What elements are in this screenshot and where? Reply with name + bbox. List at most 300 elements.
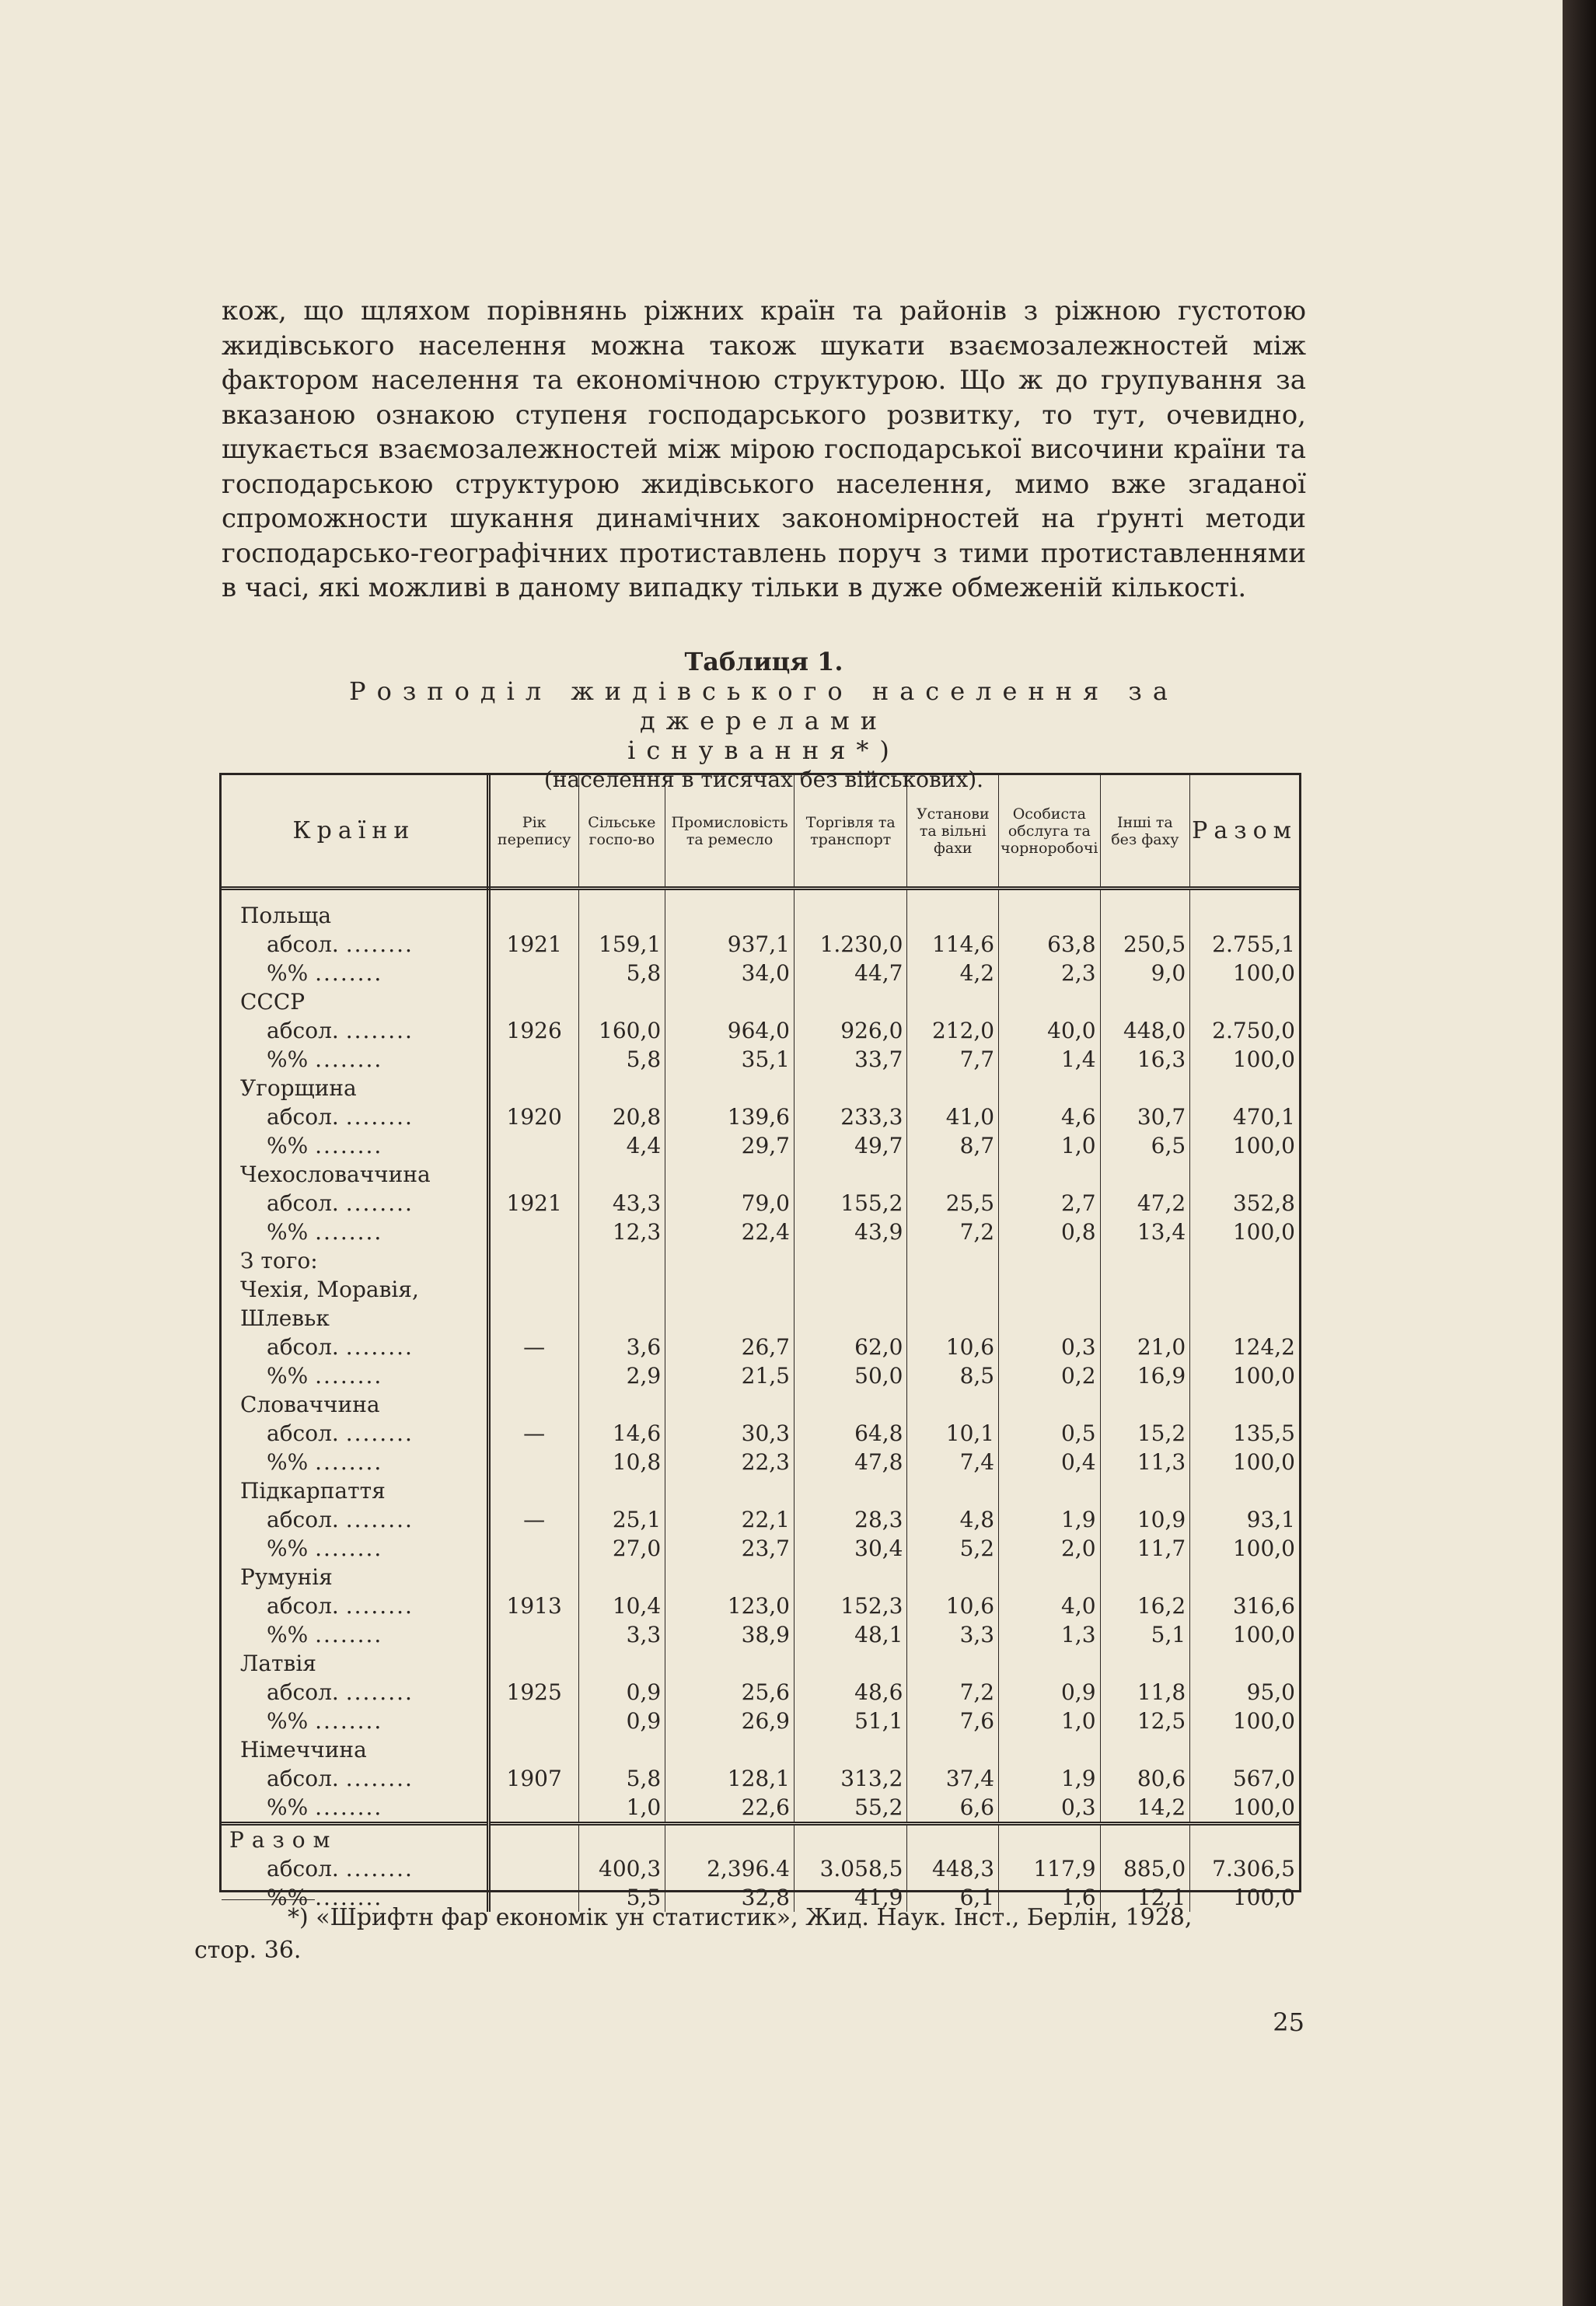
table-subtitle: (населення в тисячах без військових). — [543, 767, 984, 792]
value-cell: 22,6 — [665, 1793, 795, 1824]
census-year — [488, 1448, 578, 1476]
value-cell: 27,0 — [578, 1534, 665, 1563]
pct-label-text: %% — [267, 960, 309, 986]
value-cell: 1,0 — [999, 1707, 1100, 1735]
leader-dots: ........ — [315, 960, 383, 986]
group-label-row — [222, 1824, 1299, 1855]
value-cell: 38,9 — [665, 1620, 795, 1649]
empty-cell — [1190, 1246, 1299, 1275]
value-cell: 233,3 — [794, 1102, 907, 1131]
value-cell: 0,9 — [578, 1707, 665, 1735]
value-cell: 48,1 — [794, 1620, 907, 1649]
census-year — [488, 1218, 578, 1246]
table-row — [222, 1707, 1299, 1735]
empty-cell — [907, 1160, 999, 1189]
value-cell: 470,1 — [1232, 1104, 1295, 1130]
value-cell: 1.230,0 — [794, 930, 907, 959]
pct-label-text: %% — [267, 1449, 309, 1475]
value-cell: 12,3 — [578, 1218, 665, 1246]
empty-cell — [1100, 1246, 1190, 1275]
abs-label — [222, 1678, 488, 1707]
empty-cell — [488, 1074, 578, 1102]
value-cell: 28,3 — [794, 1505, 907, 1534]
empty-cell — [488, 1160, 578, 1189]
leader-dots: ........ — [315, 1708, 383, 1734]
empty-cell — [999, 889, 1100, 931]
empty-cell — [1190, 1390, 1299, 1419]
leader-dots: ........ — [345, 1856, 414, 1881]
value-cell: 100,0 — [1232, 1219, 1295, 1245]
empty-cell — [665, 1074, 795, 1102]
value-cell: 2,0 — [999, 1534, 1100, 1563]
pct-label — [222, 1793, 488, 1824]
pct-label — [222, 1131, 488, 1160]
value-cell: 26,7 — [665, 1333, 795, 1361]
table-title-line-1: Розподіл жидівського населення за джерелами — [349, 676, 1179, 735]
value-cell: 0,2 — [999, 1361, 1100, 1390]
empty-cell — [1190, 1824, 1299, 1855]
empty-cell — [794, 1824, 907, 1855]
value-cell: 926,0 — [794, 1016, 907, 1045]
empty-cell — [1100, 1304, 1190, 1333]
empty-cell — [1190, 1563, 1299, 1591]
empty-cell — [907, 1476, 999, 1505]
value-cell: 3,6 — [578, 1333, 665, 1361]
value-cell: 6,5 — [1100, 1131, 1190, 1160]
leader-dots: ........ — [315, 1133, 383, 1158]
empty-cell — [1100, 1160, 1190, 1189]
empty-cell — [488, 1649, 578, 1678]
value-cell: 22,1 — [665, 1505, 795, 1534]
table-row — [222, 1419, 1299, 1448]
value-cell: 37,4 — [907, 1764, 999, 1793]
value-cell: 2,7 — [999, 1189, 1100, 1218]
body-text — [222, 294, 1306, 606]
leader-dots: ........ — [315, 1622, 383, 1647]
value-cell: 885,0 — [1100, 1854, 1190, 1883]
pct-label-text: %% — [267, 1622, 309, 1647]
table-row — [222, 1102, 1299, 1131]
value-cell: 6,1 — [907, 1883, 999, 1912]
abs-label — [222, 1102, 488, 1131]
value-cell: 12,1 — [1100, 1883, 1190, 1912]
country-label: Чехія, Моравія, — [222, 1275, 488, 1304]
pct-label — [222, 1361, 488, 1390]
census-year — [488, 1793, 578, 1824]
leader-dots: ........ — [345, 1104, 414, 1130]
table-row — [222, 1361, 1299, 1390]
value-cell: 25,6 — [665, 1678, 795, 1707]
value-cell: 152,3 — [794, 1591, 907, 1620]
table-row — [222, 1793, 1299, 1824]
value-cell: 100,0 — [1232, 1536, 1295, 1561]
census-year — [488, 1620, 578, 1649]
footnote-line-1: *) «Шрифтн фар економік ун статистик», Жид. Наук. Інст., Берлін, 1928, — [288, 1904, 1193, 1931]
country-label: З того: — [222, 1246, 488, 1275]
empty-cell — [1100, 987, 1190, 1016]
leader-dots: ........ — [345, 1190, 414, 1216]
value-cell: 6,6 — [907, 1793, 999, 1824]
leader-dots: ........ — [315, 1363, 383, 1389]
pct-label — [222, 1534, 488, 1563]
table-row — [222, 1854, 1299, 1883]
abs-label — [222, 1764, 488, 1793]
pct-label — [222, 1045, 488, 1074]
value-cell: 29,7 — [665, 1131, 795, 1160]
empty-cell — [665, 1275, 795, 1304]
leader-dots: ........ — [345, 1766, 414, 1791]
pct-label-text: %% — [267, 1536, 309, 1561]
empty-cell — [907, 1649, 999, 1678]
empty-cell — [999, 1824, 1100, 1855]
value-cell: 47,2 — [1100, 1189, 1190, 1218]
pct-label-text: %% — [267, 1363, 309, 1389]
table-row — [222, 1678, 1299, 1707]
empty-cell — [1100, 1390, 1190, 1419]
value-cell: 3,3 — [578, 1620, 665, 1649]
group-label-row — [222, 889, 1299, 931]
value-cell: 64,8 — [794, 1419, 907, 1448]
table-number: Таблиця 1. — [684, 647, 843, 676]
value-cell: 313,2 — [794, 1764, 907, 1793]
group-label-row — [222, 1390, 1299, 1419]
value-cell: 100,0 — [1232, 1622, 1295, 1647]
value-cell: 2,3 — [999, 959, 1100, 987]
empty-cell — [907, 1563, 999, 1591]
pct-label — [222, 1218, 488, 1246]
header-free-professions: Установи та вільні фахи — [907, 775, 999, 889]
empty-cell — [999, 1160, 1100, 1189]
empty-cell — [488, 1246, 578, 1275]
empty-cell — [1100, 1649, 1190, 1678]
empty-cell — [578, 1649, 665, 1678]
value-cell: 11,8 — [1100, 1678, 1190, 1707]
value-cell: 41,0 — [907, 1102, 999, 1131]
empty-cell — [665, 1304, 795, 1333]
empty-cell — [999, 1275, 1100, 1304]
empty-cell — [794, 1735, 907, 1764]
value-cell: 43,9 — [794, 1218, 907, 1246]
value-cell: 1,9 — [999, 1505, 1100, 1534]
empty-cell — [1100, 889, 1190, 931]
value-cell: 114,6 — [907, 930, 999, 959]
value-cell: 47,8 — [794, 1448, 907, 1476]
census-year — [488, 959, 578, 987]
empty-cell — [665, 1563, 795, 1591]
empty-cell — [1190, 1735, 1299, 1764]
value-cell: 159,1 — [578, 930, 665, 959]
value-cell: 10,4 — [578, 1591, 665, 1620]
leader-dots: ........ — [345, 1334, 414, 1360]
value-cell: 10,8 — [578, 1448, 665, 1476]
leader-dots: ........ — [315, 1794, 383, 1820]
value-cell: 15,2 — [1100, 1419, 1190, 1448]
value-cell: 2,396.4 — [665, 1854, 795, 1883]
value-cell: 316,6 — [1232, 1593, 1295, 1619]
empty-cell — [1100, 1074, 1190, 1102]
empty-cell — [907, 1246, 999, 1275]
value-cell: 4,0 — [999, 1591, 1100, 1620]
value-cell: 155,2 — [794, 1189, 907, 1218]
country-label: Німеччина — [222, 1735, 488, 1764]
leader-dots: ........ — [315, 1449, 383, 1475]
empty-cell — [665, 1824, 795, 1855]
value-cell: 62,0 — [794, 1333, 907, 1361]
empty-cell — [1190, 1275, 1299, 1304]
pct-label — [222, 1707, 488, 1735]
value-cell: 55,2 — [794, 1793, 907, 1824]
empty-cell — [794, 1246, 907, 1275]
value-cell: 33,7 — [794, 1045, 907, 1074]
value-cell: 0,3 — [999, 1333, 1100, 1361]
empty-cell — [1100, 1824, 1190, 1855]
value-cell: 30,3 — [665, 1419, 795, 1448]
empty-cell — [794, 1275, 907, 1304]
value-cell: 100,0 — [1232, 1046, 1295, 1072]
empty-cell — [1190, 1160, 1299, 1189]
census-year: 1907 — [488, 1764, 578, 1793]
value-cell: 63,8 — [999, 930, 1100, 959]
empty-cell — [488, 889, 578, 931]
empty-cell — [907, 1074, 999, 1102]
value-cell: 964,0 — [665, 1016, 795, 1045]
group-label-row — [222, 1649, 1299, 1678]
leader-dots: ........ — [345, 1507, 414, 1532]
country-label: Словаччина — [222, 1390, 488, 1419]
value-cell: 10,9 — [1100, 1505, 1190, 1534]
group-label-row — [222, 1246, 1299, 1275]
value-cell: 1,9 — [999, 1764, 1100, 1793]
leader-dots: ........ — [345, 1593, 414, 1619]
empty-cell — [488, 987, 578, 1016]
abs-label — [222, 1419, 488, 1448]
country-label: Чехословаччина — [222, 1160, 488, 1189]
value-cell: 7,6 — [907, 1707, 999, 1735]
empty-cell — [578, 1275, 665, 1304]
value-cell: 128,1 — [665, 1764, 795, 1793]
abs-label-text: абсол. — [267, 1334, 339, 1360]
value-cell: 44,7 — [794, 959, 907, 987]
value-cell: 51,1 — [794, 1707, 907, 1735]
empty-cell — [794, 1649, 907, 1678]
value-cell: 21,5 — [665, 1361, 795, 1390]
empty-cell — [665, 1476, 795, 1505]
empty-cell — [907, 1304, 999, 1333]
value-cell: 20,8 — [578, 1102, 665, 1131]
empty-cell — [665, 987, 795, 1016]
value-cell: 35,1 — [665, 1045, 795, 1074]
empty-cell — [578, 889, 665, 931]
empty-cell — [488, 1304, 578, 1333]
header-service: Особиста обслуга та чорноробочі — [999, 775, 1100, 889]
census-year — [488, 1361, 578, 1390]
empty-cell — [794, 1160, 907, 1189]
table-row — [222, 1189, 1299, 1218]
empty-cell — [1190, 1649, 1299, 1678]
empty-cell — [578, 1563, 665, 1591]
value-cell: 100,0 — [1232, 960, 1295, 986]
footnote — [194, 1902, 1306, 1967]
value-cell: 400,3 — [578, 1854, 665, 1883]
value-cell: 4,8 — [907, 1505, 999, 1534]
empty-cell — [999, 1390, 1100, 1419]
empty-cell — [999, 1649, 1100, 1678]
value-cell: 448,0 — [1100, 1016, 1190, 1045]
value-cell: 95,0 — [1246, 1679, 1295, 1705]
census-year: 1920 — [488, 1102, 578, 1131]
value-cell: 26,9 — [665, 1707, 795, 1735]
census-year: 1913 — [488, 1591, 578, 1620]
value-cell: 7,2 — [907, 1218, 999, 1246]
value-cell: 22,4 — [665, 1218, 795, 1246]
leader-dots: ........ — [315, 1536, 383, 1561]
header-other: Інші та без фаху — [1100, 775, 1190, 889]
empty-cell — [488, 1824, 578, 1855]
value-cell: 10,6 — [907, 1591, 999, 1620]
table-row — [222, 1218, 1299, 1246]
value-cell: 212,0 — [907, 1016, 999, 1045]
country-label: Шлевьк — [222, 1304, 488, 1333]
empty-cell — [999, 1246, 1100, 1275]
value-cell: 12,5 — [1100, 1707, 1190, 1735]
table-row — [222, 1045, 1299, 1074]
value-cell: 10,1 — [907, 1419, 999, 1448]
group-label-row — [222, 987, 1299, 1016]
pct-label — [222, 959, 488, 987]
empty-cell — [1190, 1476, 1299, 1505]
value-cell: 21,0 — [1100, 1333, 1190, 1361]
table-row — [222, 1131, 1299, 1160]
value-cell: 1,3 — [999, 1620, 1100, 1649]
value-cell: 123,0 — [665, 1591, 795, 1620]
value-cell: 5,1 — [1100, 1620, 1190, 1649]
data-table — [222, 775, 1299, 1912]
value-cell: 2.755,1 — [1212, 931, 1295, 957]
value-cell: 16,3 — [1100, 1045, 1190, 1074]
value-cell: 100,0 — [1232, 1133, 1295, 1158]
value-cell: 2,9 — [578, 1361, 665, 1390]
value-cell: 16,2 — [1100, 1591, 1190, 1620]
empty-cell — [999, 1304, 1100, 1333]
value-cell: 23,7 — [665, 1534, 795, 1563]
value-cell: 10,6 — [907, 1333, 999, 1361]
empty-cell — [999, 1563, 1100, 1591]
value-cell: 25,5 — [907, 1189, 999, 1218]
empty-cell — [665, 1160, 795, 1189]
pct-label-text: %% — [267, 1133, 309, 1158]
abs-label-text: абсол. — [267, 1679, 339, 1705]
empty-cell — [794, 1390, 907, 1419]
abs-label — [222, 1016, 488, 1045]
value-cell: 22,3 — [665, 1448, 795, 1476]
empty-cell — [578, 1735, 665, 1764]
empty-cell — [578, 1304, 665, 1333]
empty-cell — [665, 889, 795, 931]
empty-cell — [794, 1476, 907, 1505]
value-cell: 0,4 — [999, 1448, 1100, 1476]
abs-label — [222, 1854, 488, 1883]
value-cell: 7,2 — [907, 1678, 999, 1707]
group-label-row — [222, 1735, 1299, 1764]
abs-label — [222, 1189, 488, 1218]
empty-cell — [578, 987, 665, 1016]
abs-label — [222, 1333, 488, 1361]
country-label: Угорщина — [222, 1074, 488, 1102]
leader-dots: ........ — [315, 1219, 383, 1245]
abs-label-text: абсол. — [267, 1856, 339, 1881]
pct-label-text: %% — [267, 1219, 309, 1245]
group-label-row — [222, 1476, 1299, 1505]
value-cell: 79,0 — [665, 1189, 795, 1218]
value-cell: 4,2 — [907, 959, 999, 987]
value-cell: 7,7 — [907, 1045, 999, 1074]
census-year: 1925 — [488, 1678, 578, 1707]
empty-cell — [1100, 1563, 1190, 1591]
abs-label-text: абсол. — [267, 1507, 339, 1532]
table-body — [222, 889, 1299, 1913]
value-cell: 139,6 — [665, 1102, 795, 1131]
country-label: Польща — [222, 889, 488, 931]
census-year — [488, 1534, 578, 1563]
abs-label-text: абсол. — [267, 1190, 339, 1216]
value-cell: 8,5 — [907, 1361, 999, 1390]
empty-cell — [578, 1390, 665, 1419]
group-label-row — [222, 1304, 1299, 1333]
pct-label — [222, 1620, 488, 1649]
value-cell: 0,9 — [999, 1678, 1100, 1707]
pct-label — [222, 1448, 488, 1476]
country-label: Підкарпаття — [222, 1476, 488, 1505]
abs-label-text: абсол. — [267, 1018, 339, 1043]
value-cell: 937,1 — [665, 930, 795, 959]
empty-cell — [665, 1246, 795, 1275]
value-cell: 5,8 — [578, 1764, 665, 1793]
value-cell: 8,7 — [907, 1131, 999, 1160]
value-cell: 3,3 — [907, 1620, 999, 1649]
empty-cell — [907, 987, 999, 1016]
value-cell: 100,0 — [1232, 1708, 1295, 1734]
value-cell: 80,6 — [1100, 1764, 1190, 1793]
header-trade: Торгівля та транспорт — [794, 775, 907, 889]
empty-cell — [488, 1735, 578, 1764]
country-label: Латвія — [222, 1649, 488, 1678]
empty-cell — [1190, 889, 1299, 931]
value-cell: 30,7 — [1100, 1102, 1190, 1131]
empty-cell — [999, 1735, 1100, 1764]
value-cell: 14,2 — [1100, 1793, 1190, 1824]
empty-cell — [794, 1563, 907, 1591]
value-cell: 1,0 — [578, 1793, 665, 1824]
value-cell: 117,9 — [999, 1854, 1100, 1883]
empty-cell — [1100, 1275, 1190, 1304]
table-row — [222, 1505, 1299, 1534]
empty-cell — [794, 889, 907, 931]
value-cell: 41,9 — [794, 1883, 907, 1912]
value-cell: 4,4 — [578, 1131, 665, 1160]
page-number: 25 — [1273, 2007, 1304, 2037]
value-cell: 100,0 — [1232, 1794, 1295, 1820]
empty-cell — [999, 987, 1100, 1016]
country-label: Разом — [222, 1824, 488, 1855]
group-label-row — [222, 1563, 1299, 1591]
country-label: СССР — [222, 987, 488, 1016]
value-cell: 100,0 — [1232, 1449, 1295, 1475]
value-cell: 160,0 — [578, 1016, 665, 1045]
table-row — [222, 1534, 1299, 1563]
value-cell: 11,7 — [1100, 1534, 1190, 1563]
header-row — [222, 775, 1299, 889]
header-year: Рік перепису — [488, 775, 578, 889]
